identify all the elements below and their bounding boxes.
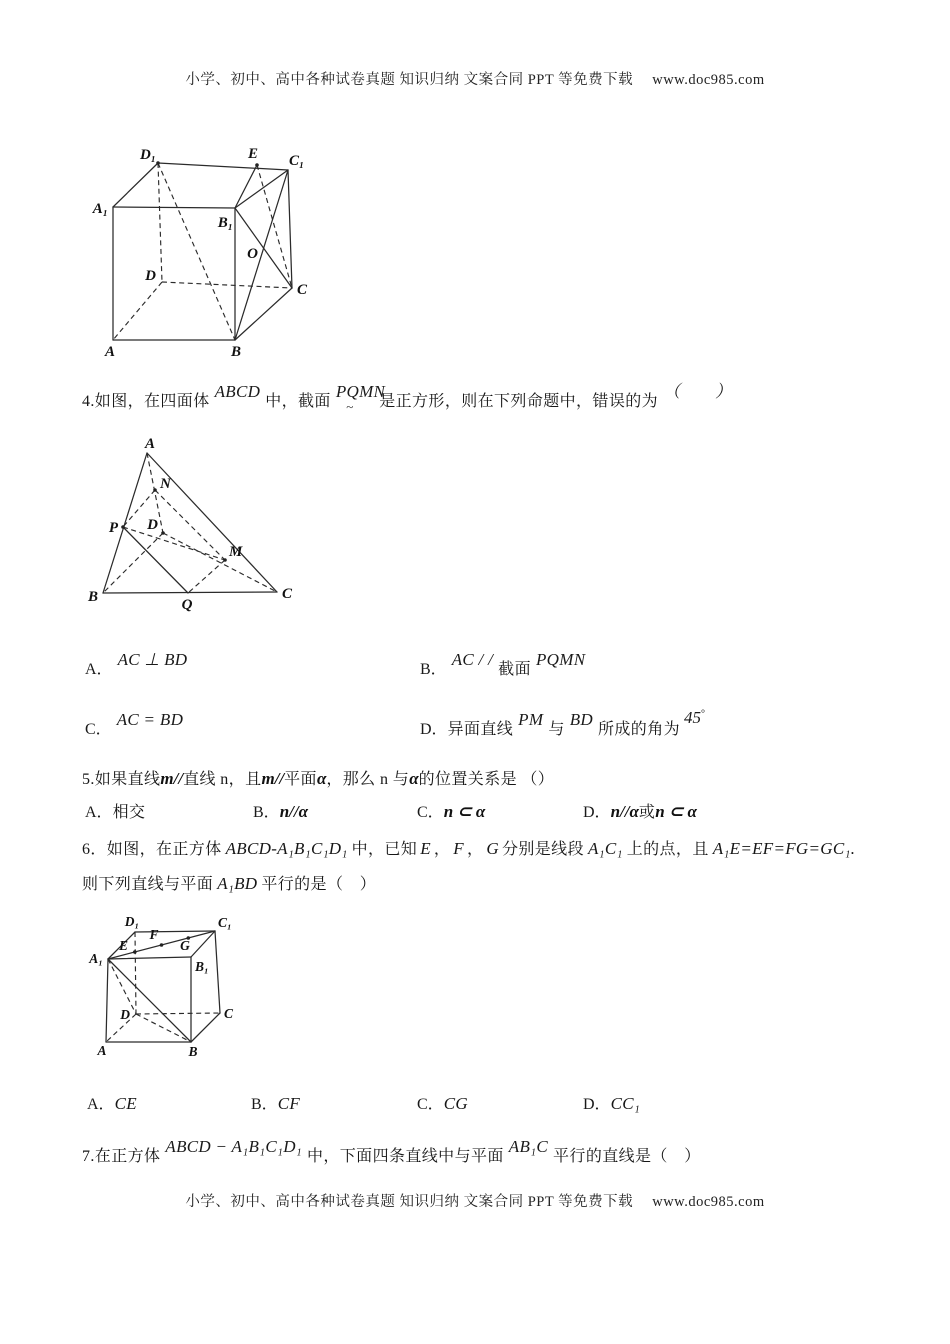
edge-b1c1 [235, 170, 288, 208]
vertex-label-a1: A₁ [92, 201, 108, 217]
vertex-label-a: A [144, 436, 156, 452]
edge-d1d-hidden [135, 932, 136, 1014]
q6-option-b-math: CF [277, 1094, 301, 1113]
q5-option-d-math-2: n ⊂ α [655, 802, 697, 821]
segment-bc1 [235, 170, 288, 340]
q5-option-a-label: A． [85, 804, 113, 821]
q6-option-c-label: C． [417, 1096, 444, 1113]
q6-formula-cube: ABCD-A₁B₁C₁D₁ [225, 839, 348, 858]
q7-text-1: 7.在正方体 [82, 1148, 161, 1165]
cube-figure-question3 [90, 145, 320, 360]
q4-option-a-formula: AC ⊥ BD [117, 650, 188, 669]
q4-option-a-label: A． [85, 661, 113, 678]
q5-option-b-math: n//α [279, 802, 308, 821]
q6-formula-a1c1: A₁C₁ [587, 839, 623, 858]
q5-math-alpha2: α [409, 769, 419, 788]
header-text: 小学、初中、高中各种试卷真题 知识归纳 文案合同 PPT 等免费下载 www.doc985.com [185, 72, 765, 88]
edge-d1c1 [135, 931, 215, 932]
vertex-dot-d1 [156, 161, 160, 165]
q5-math-m1: m// [160, 769, 184, 788]
edge-bc [191, 1013, 220, 1042]
q4-text-3: 是正方形，则在下列命题中，错误的为 [379, 393, 659, 410]
q6-text-4: 上的点，且 [626, 841, 709, 858]
q6-option-a [87, 1091, 137, 1114]
point-label-g: G [180, 938, 190, 953]
q4-option-b [420, 650, 590, 679]
page-footer [0, 1190, 950, 1211]
q6-comma-2: ， [466, 841, 484, 858]
point-dot-n [153, 488, 157, 492]
q4-option-d-formula-pm: PM [518, 710, 544, 729]
q5-option-b-label: B． [253, 804, 280, 821]
q5-text-1: 5.如果直线 [82, 771, 161, 788]
point-dot-d [161, 531, 165, 535]
q5-option-d [583, 799, 697, 822]
edge-d1c1 [158, 163, 288, 170]
vertex-label-d1: D₁ [139, 147, 156, 163]
q6-option-d [583, 1091, 640, 1114]
q5-option-a [85, 799, 145, 822]
point-dot-p [121, 525, 125, 529]
point-dot-m [223, 558, 227, 562]
point-dot-f [160, 943, 164, 947]
question-7-stem [82, 1137, 701, 1166]
q5-math-alpha1: α [316, 769, 327, 788]
q6-option-d-math: CC₁ [610, 1094, 641, 1113]
vertex-label-e: E [247, 146, 259, 162]
q5-text-2: 直线 n，且 [183, 771, 262, 788]
edge-bc [103, 592, 277, 593]
point-label-o: O [247, 246, 258, 262]
q5-text-4: ，那么 n 与 [326, 771, 410, 788]
diagonal-a1b [108, 959, 191, 1042]
q6-text-2: 中，已知 [351, 841, 418, 858]
q4-option-d-text-2: 与 [548, 721, 565, 738]
q6-formula-plane-a1bd: A₁BD [217, 874, 258, 893]
vertex-label-b: B [188, 1044, 198, 1059]
vertex-label-c: C [224, 1006, 234, 1021]
segment-d1b-hidden [158, 163, 235, 340]
q6-option-a-label: A． [87, 1096, 115, 1113]
segment-db-hidden [136, 1014, 191, 1042]
q4-option-d-label: D． [420, 721, 448, 738]
q5-text-5: 的位置关系是 （） [418, 771, 555, 788]
q6-text-6: 平行的是（ ） [261, 876, 377, 893]
point-label-f: F [149, 927, 159, 942]
point-label-d: D [147, 517, 158, 533]
vertex-dot-e [255, 163, 259, 167]
q5-text-3: 平面 [284, 771, 317, 788]
vertex-label-c1: C₁ [289, 153, 305, 169]
point-label-m: M [229, 544, 243, 560]
vertex-label-a1: A₁ [89, 951, 103, 966]
segment-ec-hidden [257, 165, 292, 288]
point-label-e: E [118, 938, 128, 953]
segment-mq-hidden [188, 560, 225, 593]
question-4-stem [82, 382, 737, 414]
q4-option-c-label: C． [85, 721, 112, 738]
edge-a1b1 [113, 207, 235, 208]
edge-a1a [106, 959, 108, 1042]
q5-option-d-math-1: n//α [610, 802, 639, 821]
page-header [0, 68, 950, 89]
cube-figure-question6 [88, 910, 268, 1062]
q6-formula-f: F [453, 839, 464, 858]
vertex-label-c: C [297, 282, 308, 298]
q7-text-2: 中，下面四条直线中与平面 [306, 1148, 504, 1165]
vertex-label-d: D [145, 268, 156, 284]
q4-option-a [85, 650, 192, 679]
q6-text-3: 分别是线段 [501, 841, 584, 858]
edge-b1c1 [191, 931, 215, 957]
q4-option-b-label: B． [420, 661, 447, 678]
q5-option-c-math: n ⊂ α [443, 802, 486, 821]
vertex-label-a: A [104, 344, 116, 360]
q6-option-b [251, 1091, 300, 1114]
edge-a1b1 [108, 957, 191, 959]
q5-option-c-label: C． [417, 804, 444, 821]
q7-text-3: 平行的直线是（ ） [553, 1148, 701, 1165]
q4-answer-paren: （ ） [663, 382, 733, 401]
tetrahedron-figure-question4 [87, 436, 293, 622]
q6-formula-g: G [486, 839, 499, 858]
q6-option-d-label: D． [583, 1096, 611, 1113]
q6-option-a-math: CE [114, 1094, 137, 1113]
segment-b1e [235, 165, 257, 208]
q7-formula-plane-ab1c: AB₁C [508, 1137, 549, 1156]
vertex-label-a: A [97, 1043, 107, 1058]
degree-symbol: ° [701, 708, 706, 720]
q5-option-c [417, 799, 485, 822]
vertex-label-d: D [120, 1007, 130, 1022]
q4-text-1: 4.如图，在四面体 [82, 393, 210, 410]
point-label-p: P [108, 520, 118, 536]
vertex-label-b1: B₁ [195, 959, 209, 974]
point-label-q: Q [181, 597, 193, 613]
q4-option-c-formula: AC = BD [116, 710, 184, 729]
q4-option-d [420, 708, 706, 739]
q6-formula-e: E [420, 839, 431, 858]
question-5-stem [82, 766, 554, 789]
edge-d1d-hidden [158, 163, 162, 282]
q6-text-1: 6．如图，在正方体 [82, 841, 222, 858]
q4-option-d-text-3: 所成的角为 [598, 721, 681, 738]
edge-da-hidden [113, 282, 162, 340]
edge-cc1 [215, 931, 220, 1013]
q6-option-b-label: B． [251, 1096, 278, 1113]
q4-angle-number: 45 [684, 708, 702, 727]
question-6-stem-line2 [82, 871, 376, 894]
vertex-label-b: B [230, 344, 242, 360]
q5-option-a-text: 相交 [112, 804, 146, 821]
q6-formula-equal-chain: A₁E=EF=FG=GC₁. [712, 839, 856, 858]
footer-text: 小学、初中、高中各种试卷真题 知识归纳 文案合同 PPT 等免费下载 www.doc985.com [185, 1194, 765, 1210]
q5-option-b [253, 799, 308, 822]
q5-option-d-label: D． [583, 804, 611, 821]
segment-a1d-hidden [108, 959, 136, 1014]
q4-option-d-formula-bd: BD [569, 710, 593, 729]
edge-cc1 [288, 170, 292, 288]
q4-option-b-formula-2: PQMN [535, 650, 586, 669]
vertex-label-b: B [87, 589, 98, 605]
q4-option-c [85, 710, 188, 739]
edge-dc-hidden [136, 1013, 220, 1014]
q7-formula-cube: ABCD − A₁B₁C₁D₁ [165, 1137, 302, 1156]
vertex-label-b1: B₁ [217, 215, 233, 231]
vertex-label-c: C [282, 586, 293, 602]
point-label-n: N [160, 476, 171, 492]
q6-text-5: 则下列直线与平面 [82, 876, 214, 893]
segment-pq [123, 527, 188, 593]
q4-tilde-mark: ~ [346, 399, 354, 414]
q4-option-d-angle-value [684, 708, 705, 728]
edge-dc-hidden [163, 533, 277, 592]
q4-formula-pqmn: PQMN [335, 382, 386, 401]
vertex-label-c1: C₁ [218, 915, 232, 930]
q4-option-b-text: 截面 [498, 661, 531, 678]
q6-option-c-math: CG [443, 1094, 468, 1113]
vertex-label-d1: D₁ [124, 914, 140, 929]
q4-text-2: 中，截面 [265, 393, 331, 410]
point-dot-e [133, 950, 137, 954]
q4-option-d-text-1: 异面直线 [447, 721, 514, 738]
q5-option-d-text: 或 [638, 804, 656, 821]
q4-formula-abcd: ABCD [214, 382, 261, 401]
q6-comma-1: ， [433, 841, 451, 858]
segment-pm-hidden [123, 527, 225, 560]
edge-dc-hidden [162, 282, 292, 288]
q4-option-b-formula-1: AC / / [451, 650, 494, 669]
question-6-stem-line1 [82, 836, 859, 859]
q5-math-m2: m// [261, 769, 285, 788]
q6-option-c [417, 1091, 468, 1114]
edge-a1d1 [113, 163, 158, 207]
